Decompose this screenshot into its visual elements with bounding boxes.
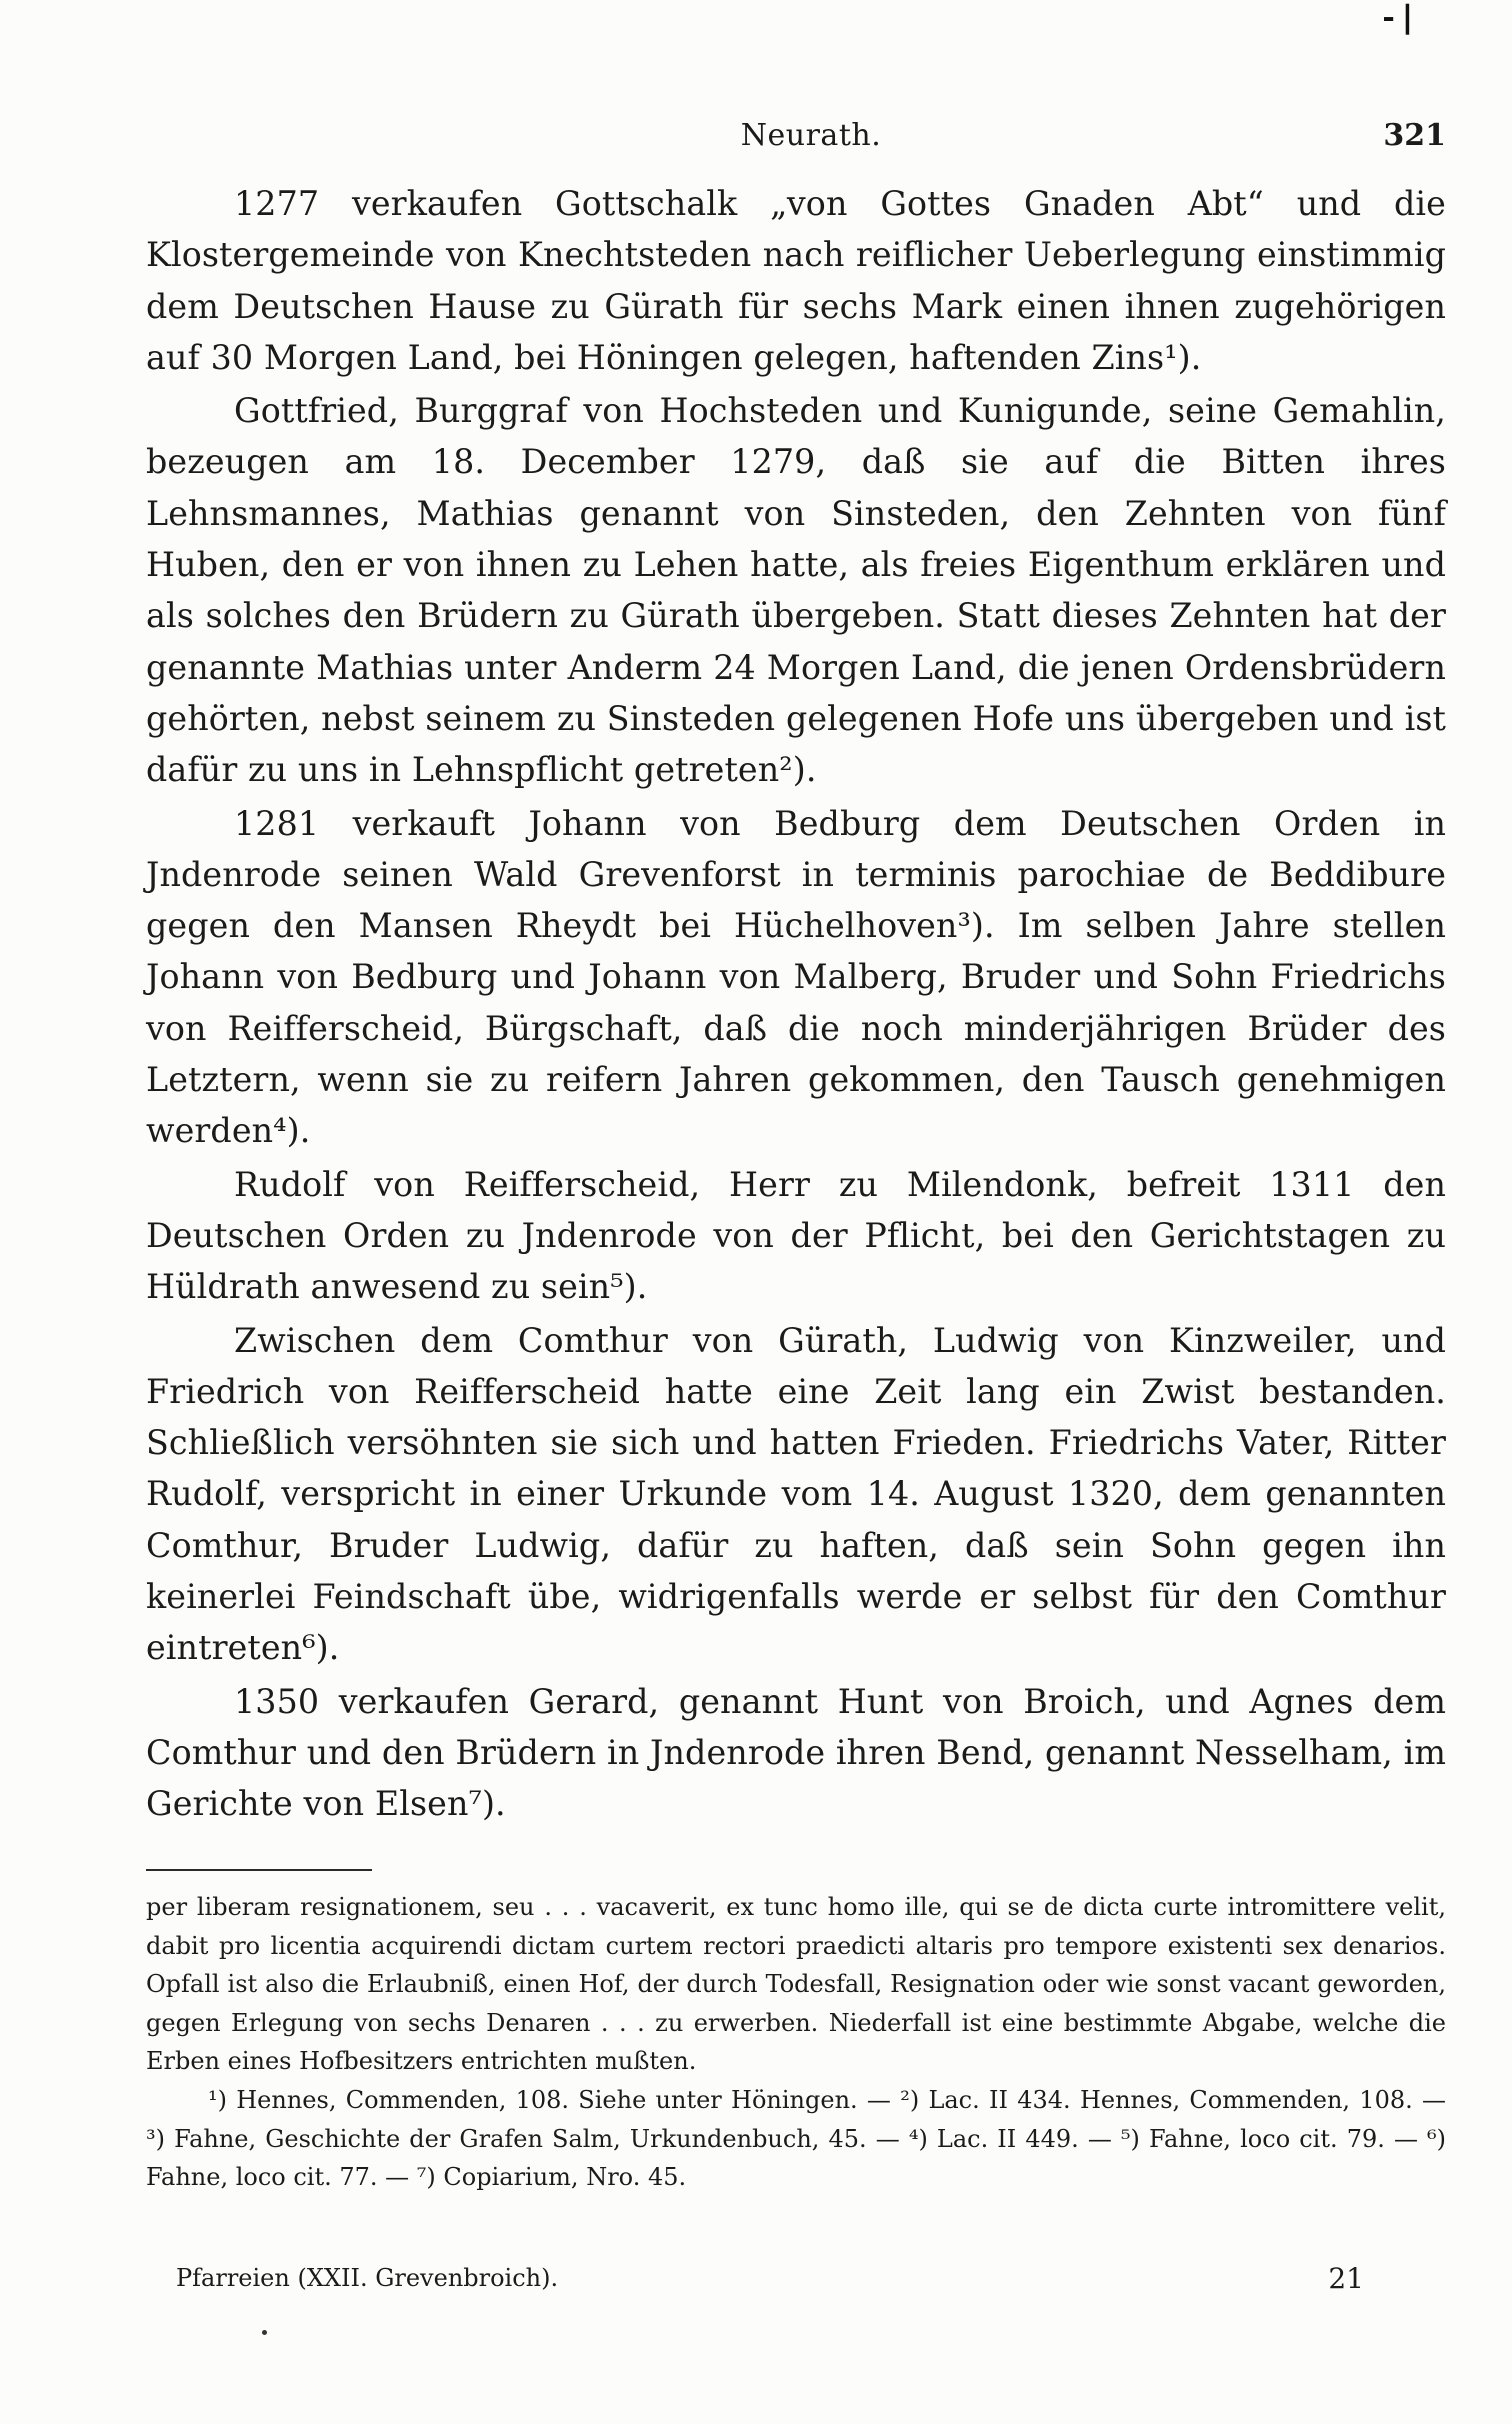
footnote-references: ¹) Hennes, Commenden, 108. Siehe unter Höningen. — ²) Lac. II 434. Hennes, Commenden, 108. — ³) Fahne, Geschichte der Grafen Salm, Urkundenbuch, 45. — ⁴) Lac. II 449. — ⁵) Fahne, loco cit. 79. — ⁶) Fahne, loco cit. 77. — ⁷) Copiarium, Nro. 45. <box>146 2085 1446 2192</box>
paragraph-1277: 1277 verkaufen Gottschalk „von Gottes Gnaden Abt“ und die Klostergemeinde von Knechtsteden nach reiflicher Ueberlegung einstimmig dem Deutschen Hause zu Gürath für sechs Mark einen ihnen zugehörigen auf 30 Morgen Land, bei Höningen gelegen, haftenden Zins¹). <box>146 184 1446 377</box>
paragraph-1311: Rudolf von Reifferscheid, Herr zu Milendonk, befreit 1311 den Deutschen Orden zu Jndenrode von der Pflicht, bei den Gerichtstagen zu Hüldrath anwesend zu sein⁵). <box>146 1164 1446 1307</box>
stray-dot <box>262 2330 267 2335</box>
footnote-continuation: per liberam resignationem, seu . . . vacaverit, ex tunc homo ille, qui se de dicta curte intromittere velit, dabit pro licentia acquirendi dictam curtem rectori praedicti altaris pro tempore existenti sex denarios. Opfall ist also die Erlaubniß, einen Hof, der durch Todesfall, Resignation oder wie sonst vacant geworden, gegen Erlegung von sechs Denaren . . . zu erwerben. Niederfall ist eine bestimmte Abgabe, welche die Erben eines Hofbesitzers entrichten mußten. <box>146 1893 1446 2076</box>
signature-number: 21 <box>1328 2262 1364 2295</box>
running-head <box>176 118 1446 158</box>
page-number: 321 <box>1383 118 1446 153</box>
footnote-rule <box>146 1869 372 1871</box>
signature-label: Pfarreien (XXII. Grevenbroich). <box>176 2264 559 2292</box>
running-title: Neurath. <box>740 118 882 153</box>
signature-line <box>176 2264 1364 2304</box>
paragraph-1281: 1281 verkauft Johann von Bedburg dem Deutschen Orden in Jndenrode seinen Wald Grevenforst in terminis parochiae de Beddibure gegen den Mansen Rheydt bei Hüchelhoven³). Im selben Jahre stellen Johann von Bedburg und Johann von Malberg, Bruder und Sohn Friedrichs von Reifferscheid, Bürgschaft, daß die noch minderjährigen Brüder des Letztern, wenn sie zu reifern Jahren gekommen, den Tausch genehmigen werden⁴). <box>146 803 1446 1151</box>
corner-mark: -❘ <box>1382 0 1420 35</box>
footnotes <box>146 1888 1446 2197</box>
paragraph-1350: 1350 verkaufen Gerard, genannt Hunt von Broich, und Agnes dem Comthur und den Brüdern in Jndenrode ihren Bend, genannt Nesselham, im Gerichte von Elsen⁷). <box>146 1681 1446 1824</box>
paragraph-1320: Zwischen dem Comthur von Gürath, Ludwig von Kinzweiler, und Friedrich von Reifferscheid hatte eine Zeit lang ein Zwist bestanden. Schließlich versöhnten sie sich und hatten Frieden. Friedrichs Vater, Ritter Rudolf, verspricht in einer Urkunde vom 14. August 1320, dem genannten Comthur, Bruder Ludwig, dafür zu haften, daß sein Sohn gegen ihn keinerlei Feindschaft übe, widrigenfalls werde er selbst für den Comthur eintreten⁶). <box>146 1320 1446 1668</box>
body-text <box>146 178 1446 1832</box>
paragraph-1279: Gottfried, Burggraf von Hochsteden und Kunigunde, seine Gemahlin, bezeugen am 18. December 1279, daß sie auf die Bitten ihres Lehnsmannes, Mathias genannt von Sinsteden, den Zehnten von fünf Huben, den er von ihnen zu Lehen hatte, als freies Eigenthum erklären und als solches den Brüdern zu Gürath übergeben. Statt dieses Zehnten hat der genannte Mathias unter Anderm 24 Morgen Land, die jenen Ordensbrüdern gehörten, nebst seinem zu Sinsteden gelegenen Hofe uns übergeben und ist dafür zu uns in Lehnspflicht getreten²). <box>146 391 1446 790</box>
